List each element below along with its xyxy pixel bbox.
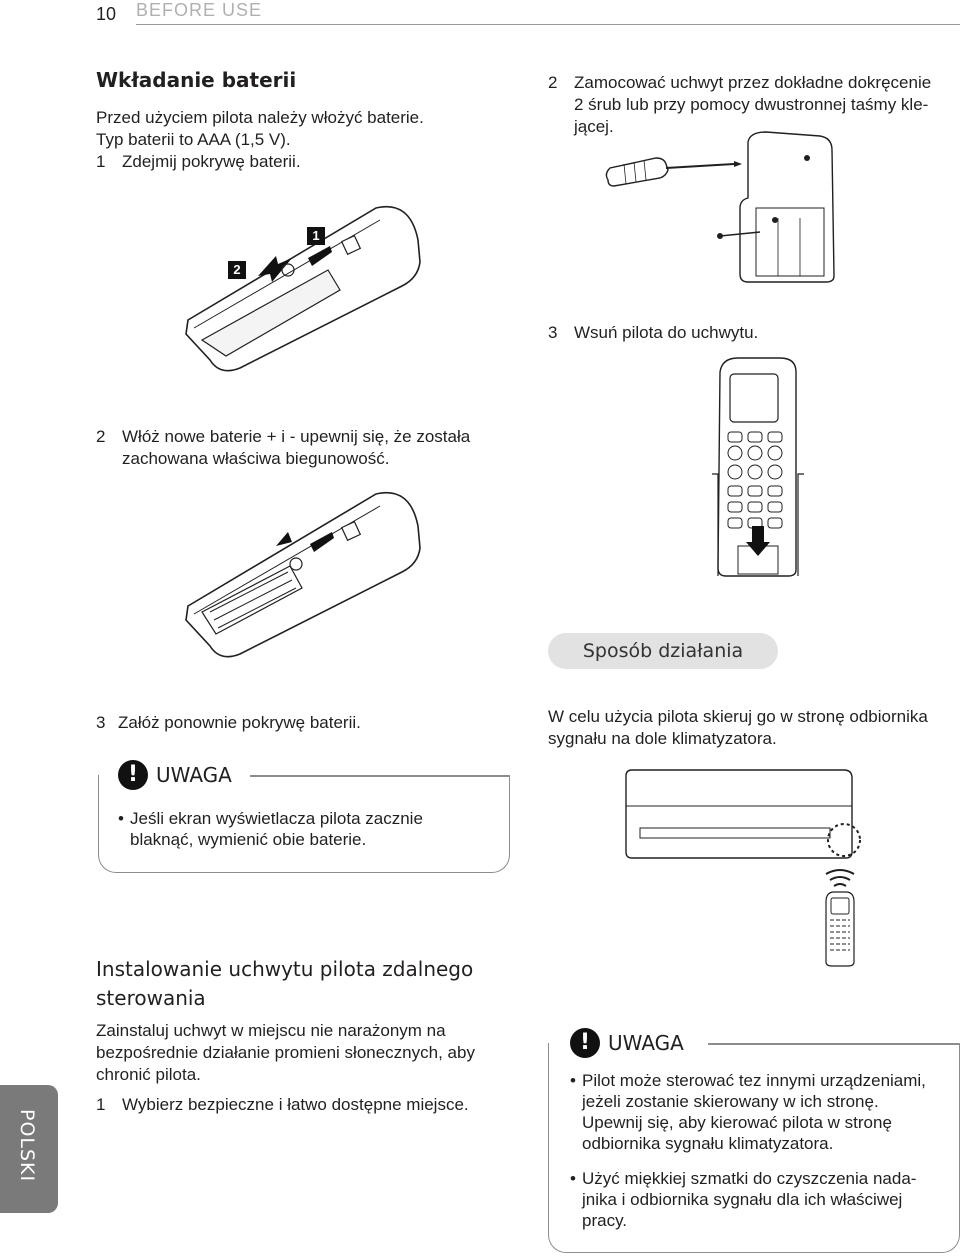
step-text: Załóż ponownie pokrywę baterii. xyxy=(118,713,361,732)
battery-intro-2: Typ baterii to AAA (1,5 V). xyxy=(96,130,291,149)
exclamation-icon: ! xyxy=(570,1028,600,1058)
warning-line: odbiornika sygnału klimatyzatora. xyxy=(582,1134,834,1153)
remote-battery-insert-illustration xyxy=(180,486,440,671)
warning-bullet-1 xyxy=(570,1070,926,1154)
battery-intro-1: Przed użyciem pilota należy włożyć baterie. xyxy=(96,108,424,127)
warning-bullet-2 xyxy=(570,1168,916,1231)
mount-step-2 xyxy=(548,72,931,93)
warning-line-1: • Jeśli ekran wyświetlacza pilota zacznie xyxy=(130,809,423,828)
header-divider xyxy=(136,24,960,25)
warning-line: jeżeli zostanie skierowany w ich stronę. xyxy=(582,1092,879,1111)
step-text: Wsuń pilota do uchwytu. xyxy=(574,323,759,342)
operation-section-title: Sposób działania xyxy=(548,633,778,669)
battery-step-1 xyxy=(96,151,301,172)
holder-section-title-1: Instalowanie uchwytu pilota zdalnego xyxy=(96,957,474,981)
step-number: 3 xyxy=(96,713,106,732)
section-title: BEFORE USE xyxy=(136,0,263,20)
operation-line-1: W celu użycia pilota skieruj go w stronę odbiornika xyxy=(548,707,928,726)
step-number: 3 xyxy=(548,323,558,342)
warning-line: • Pilot może sterować tez innymi urządzeniami, xyxy=(582,1071,926,1090)
step-text-line-1: Włóż nowe baterie + i - upewnij się, że została xyxy=(122,427,471,446)
mount-step-2-line-2: 2 śrub lub przy pomocy dwustronnej taśmy kle- xyxy=(574,95,929,114)
battery-step-3 xyxy=(96,712,361,733)
step-text-line-1: Zamocować uchwyt przez dokładne dokręcenie xyxy=(574,73,932,92)
step-number: 1 xyxy=(96,152,106,171)
holder-intro-3: chronić pilota. xyxy=(96,1065,201,1084)
language-label: POLSKI xyxy=(16,1109,38,1183)
operation-line-2: sygnału na dole klimatyzatora. xyxy=(548,729,777,748)
warning-line: jnika i odbiornika sygnału dla ich właściwej xyxy=(582,1190,903,1209)
language-side-tab xyxy=(0,1085,58,1213)
battery-section-title: Wkładanie baterii xyxy=(96,68,297,92)
step-text: Wybierz bezpieczne i łatwo dostępne miejsce. xyxy=(122,1095,469,1114)
warning-label: UWAGA xyxy=(608,1031,684,1055)
mount-step-3 xyxy=(548,322,758,343)
warning-line: pracy. xyxy=(582,1211,628,1230)
warning-bullet xyxy=(118,808,423,850)
step-number: 2 xyxy=(96,427,106,446)
warning-line: Upewnij się, aby kierować pilota w stronę xyxy=(582,1113,892,1132)
step-text: Zdejmij pokrywę baterii. xyxy=(122,152,301,171)
exclamation-icon: ! xyxy=(118,760,148,790)
holder-section-title-2: sterowania xyxy=(96,986,206,1010)
page-number: 10 xyxy=(96,4,117,24)
holder-intro-1: Zainstaluj uchwyt w miejscu nie narażonym na xyxy=(96,1021,446,1040)
callout-1: 1 xyxy=(307,227,325,245)
warning-line-2: blaknąć, wymienić obie baterie. xyxy=(130,830,367,849)
remote-in-holder-illustration xyxy=(708,354,808,580)
warning-line: • Użyć miękkiej szmatki do czyszczenia nada- xyxy=(582,1169,917,1188)
step-number: 2 xyxy=(548,73,558,92)
holder-intro-2: bezpośrednie działanie promieni słonecznych, aby xyxy=(96,1043,475,1062)
holder-screw-illustration xyxy=(600,128,850,288)
battery-step-2 xyxy=(96,426,470,447)
callout-2: 2 xyxy=(228,261,246,279)
battery-step-2-line-2: zachowana właściwa biegunowość. xyxy=(122,449,390,468)
warning-label: UWAGA xyxy=(156,763,232,787)
holder-step-1 xyxy=(96,1094,469,1115)
mount-step-2-line-3: jącej. xyxy=(574,117,614,136)
step-number: 1 xyxy=(96,1095,106,1114)
air-conditioner-signal-illustration xyxy=(620,766,870,972)
